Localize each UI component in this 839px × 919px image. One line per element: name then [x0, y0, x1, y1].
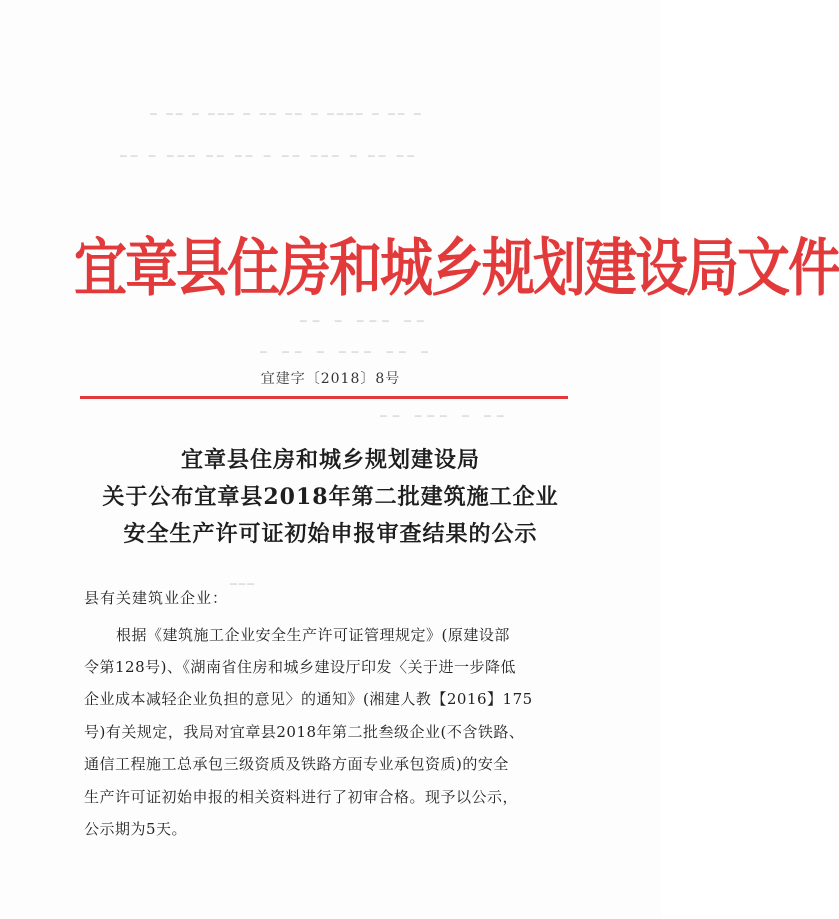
body-line: 令第128号)、《湖南省住房和城乡建设厅印发〈关于进一步降低: [84, 658, 516, 676]
masthead-divider: [80, 396, 568, 399]
body-line: 企业成本减轻企业负担的意见〉的通知》(湘建人教【2016】175: [84, 690, 533, 708]
salutation: 县有关建筑业企业：: [84, 589, 229, 607]
body-line: 根据《建筑施工企业安全生产许可证管理规定》(原建设部: [116, 626, 510, 644]
body-line: 通信工程施工总承包三级资质及铁路方面专业承包资质)的安全: [84, 755, 509, 773]
bleed-through-mark: ━━ ━━━ ━ ━━: [380, 410, 510, 423]
bleed-through-mark: ━━ ━ ━━━ ━━: [300, 315, 430, 328]
bleed-through-mark: ━ ━━ ━ ━━━ ━ ━━ ━━ ━ ━━━━ ━ ━━ ━: [150, 108, 424, 121]
bleed-through-mark: ━━ ━ ━━━ ━━ ━━ ━ ━━ ━━━ ━ ━━ ━━: [120, 150, 419, 163]
bleed-through-mark: ━ ━━ ━ ━━━ ━━ ━: [260, 346, 434, 359]
title-line-1: 宜章县住房和城乡规划建设局: [180, 447, 480, 473]
body-line: 公示期为5天。: [84, 820, 188, 838]
document-masthead: 宜章县住房和城乡规划建设局文件: [74, 231, 839, 305]
title-line-3: 安全生产许可证初始申报审查结果的公示: [123, 521, 538, 547]
bleed-through-mark: ━━━: [230, 578, 256, 591]
document-number: 宜建字〔2018〕8号: [260, 371, 401, 387]
body-line: 号)有关规定，我局对宜章县2018年第二批叁级企业(不含铁路、: [84, 723, 525, 741]
title-line-2: 关于公布宜章县2018年第二批建筑施工企业: [102, 484, 559, 510]
body-line: 生产许可证初始申报的相关资料进行了初审合格。现予以公示，: [84, 788, 519, 806]
